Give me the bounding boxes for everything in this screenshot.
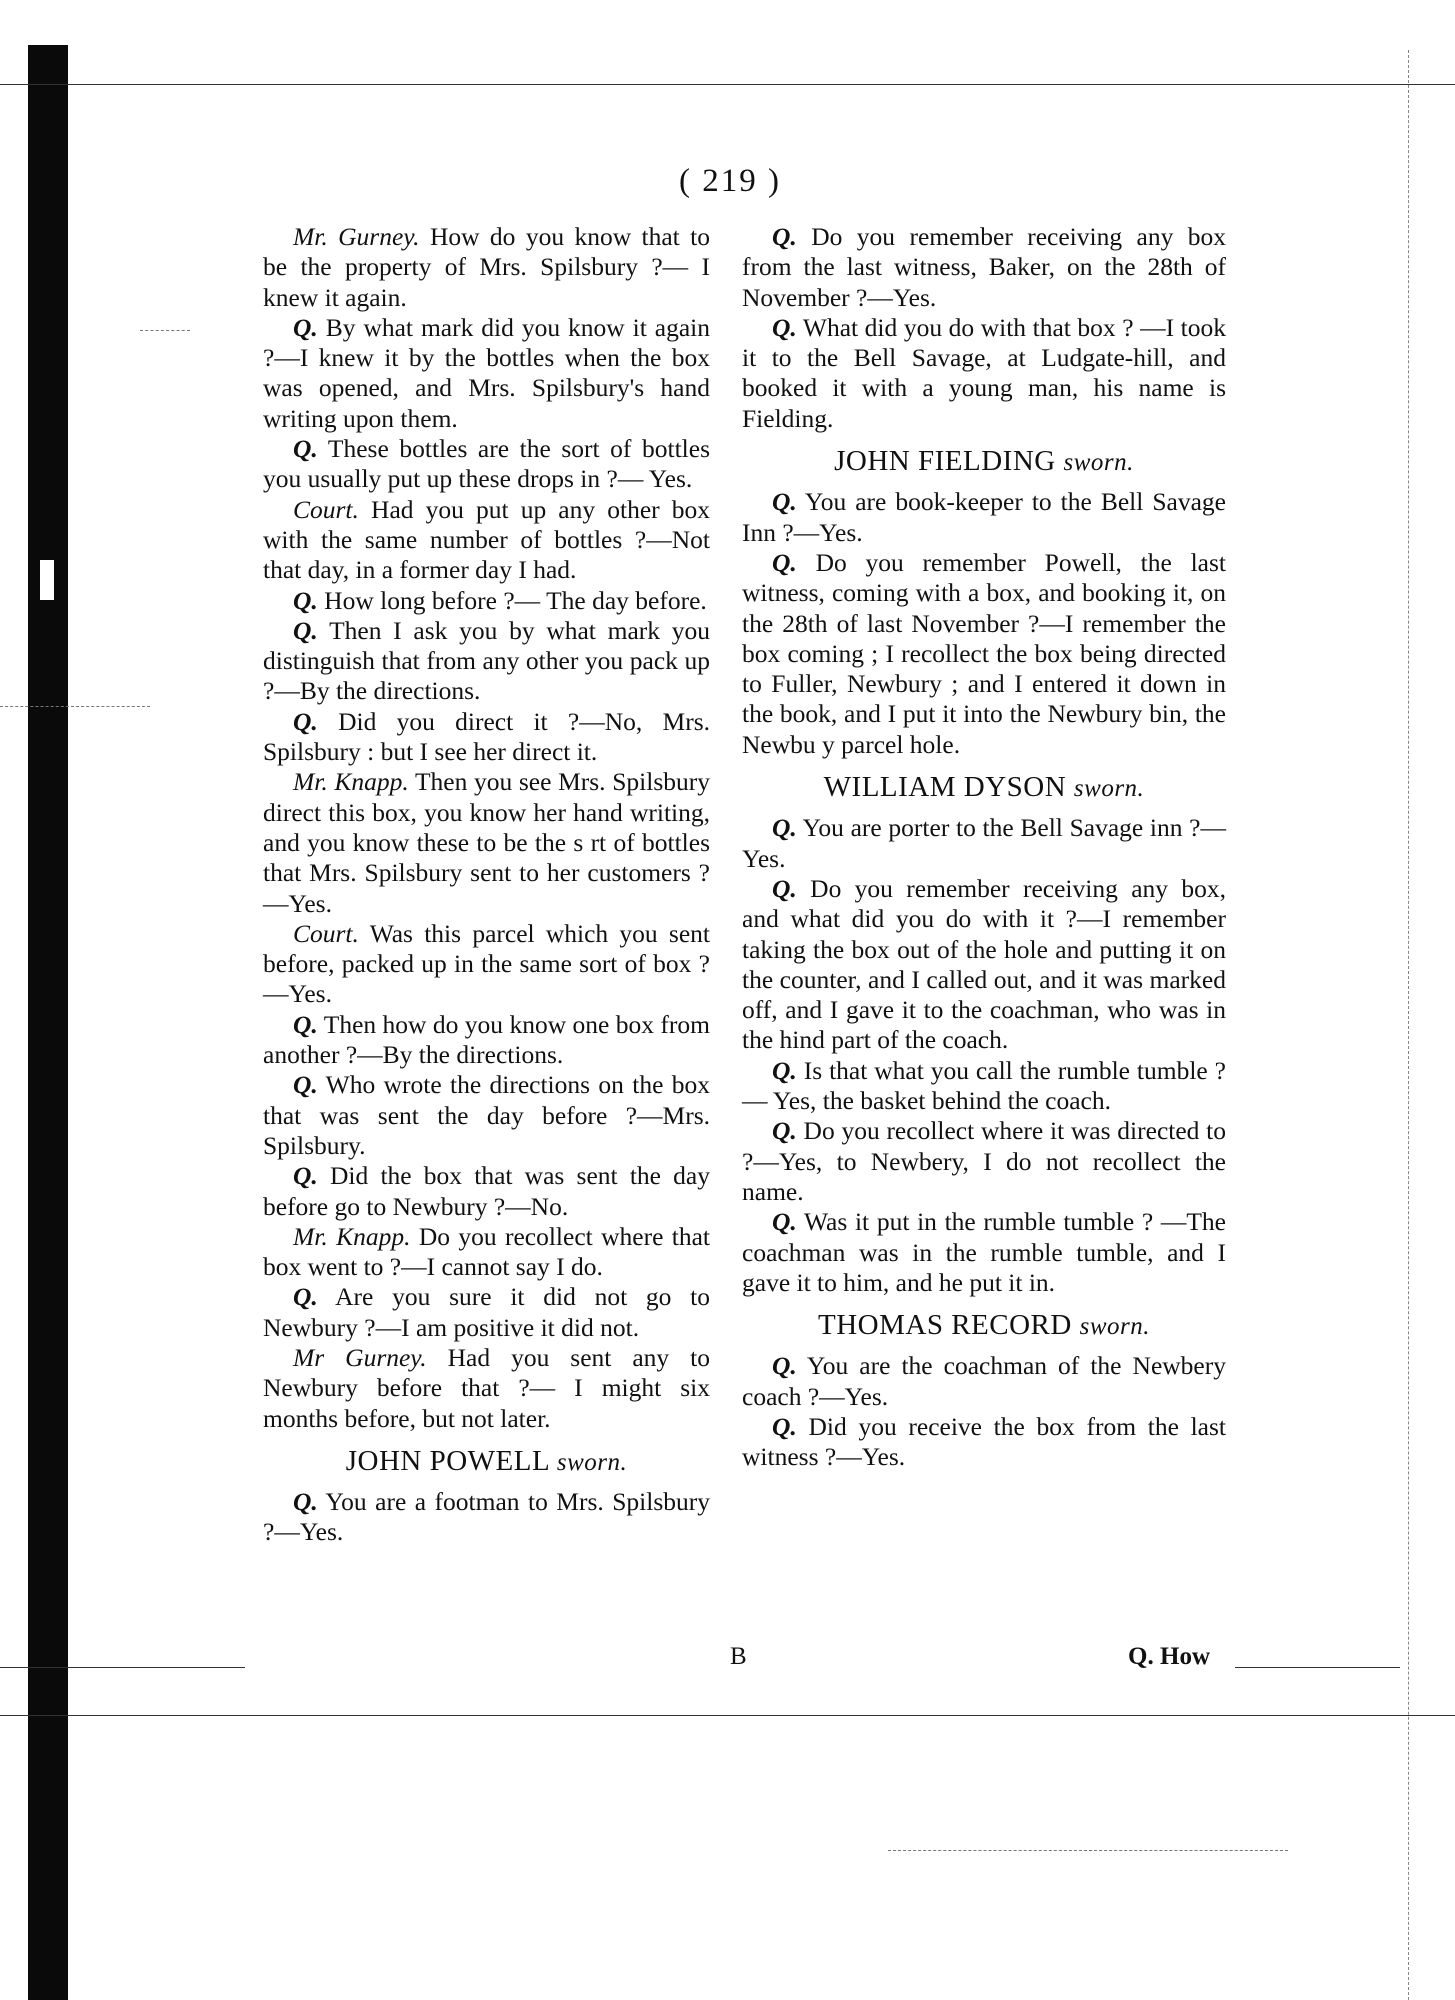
- question-mark-label: Q.: [772, 813, 797, 843]
- testimony-paragraph: [742, 874, 1226, 1056]
- witness-name: JOHN POWELL: [345, 1444, 550, 1477]
- question-mark-label: Q.: [772, 222, 797, 251]
- testimony-text: Do you recollect where it was directed to ?—Yes, to Newbery, I do not recollect the name.: [742, 1116, 1226, 1206]
- testimony-paragraph: [263, 1070, 710, 1161]
- testimony-paragraph: [263, 586, 710, 616]
- testimony-text: What did you do with that box ? —I took it to the Bell Savage, at Ludgate-hill, and booked it with a young man, his name is Fielding.: [742, 312, 1226, 433]
- testimony-paragraph: [742, 1207, 1226, 1298]
- testimony-text: These bottles are the sort of bottles you usually put up these drops in ?— Yes.: [263, 434, 710, 494]
- scan-speck-upper: [140, 330, 190, 331]
- testimony-text: Do you remember receiving any box, and what did you do with it ?—I remember taking the box out of the hole and putting it on the counter, and I called out, and it was marked off, and I gave it to the coachman, who was in the hind part of the coach.: [742, 873, 1226, 1055]
- question-mark-label: Q.: [293, 615, 318, 645]
- question-mark-label: Q.: [772, 547, 797, 577]
- testimony-paragraph: [263, 1282, 710, 1343]
- right-bottom-rule: [1235, 1667, 1400, 1668]
- testimony-text: Was this parcel which you sent before, packed up in the same sort of box ?—Yes.: [263, 918, 710, 1009]
- testimony-text: Had you put up any other box with the same number of bottles ?—Not that day, in a former day I had.: [263, 494, 710, 585]
- testimony-text: Then I ask you by what mark you distinguish that from any other you pack up ?—By the directions.: [263, 615, 710, 706]
- question-mark-label: Q.: [293, 312, 318, 342]
- speaker-label: Court.: [293, 494, 359, 524]
- testimony-text: Then how do you know one box from another ?—By the directions.: [263, 1009, 710, 1070]
- left-text-column: [263, 222, 710, 1548]
- testimony-paragraph: [742, 1116, 1226, 1207]
- testimony-text: Is that what you call the rumble tumble ?— Yes, the basket behind the coach.: [742, 1055, 1226, 1116]
- speaker-label: Mr. Knapp.: [293, 767, 409, 797]
- testimony-text: By what mark did you know it again ?—I knew it by the bottles when the box was opened, and Mrs. Spilsbury's hand writing upon them.: [263, 312, 710, 433]
- testimony-text: How long before ?— The day before.: [317, 585, 707, 615]
- testimony-paragraph: [742, 487, 1226, 548]
- question-mark-label: Q.: [772, 487, 797, 517]
- testimony-text: Who wrote the directions on the box that was sent the day before ?—Mrs. Spilsbury.: [263, 1070, 710, 1160]
- speaker-label: Mr Gurney.: [293, 1342, 427, 1372]
- testimony-text: Did the box that was sent the day before go to Newbury ?—No.: [263, 1161, 710, 1221]
- question-mark-label: Q.: [772, 1055, 797, 1085]
- testimony-text: Do you recollect where that box went to ?—I cannot say I do.: [263, 1221, 710, 1282]
- question-mark-label: Q.: [293, 1009, 318, 1039]
- speaker-label: Mr. Gurney.: [293, 222, 420, 251]
- witness-heading: [742, 772, 1226, 804]
- question-mark-label: Q.: [772, 312, 797, 342]
- scan-edge-line: [1408, 50, 1409, 2000]
- testimony-paragraph: [742, 222, 1226, 313]
- testimony-paragraph: [263, 1010, 710, 1071]
- witness-name: WILLIAM DYSON: [823, 771, 1067, 804]
- book-binding-edge: [28, 45, 68, 2000]
- question-mark-label: Q.: [772, 873, 797, 903]
- signature-mark: B: [730, 1643, 747, 1670]
- testimony-text: Are you sure it did not go to Newbury ?—I am positive it did not.: [263, 1282, 710, 1342]
- testimony-paragraph: [263, 707, 710, 768]
- speaker-label: Mr. Knapp.: [293, 1221, 411, 1251]
- testimony-paragraph: [742, 813, 1226, 874]
- testimony-paragraph: [263, 767, 710, 918]
- testimony-text: You are the coachman of the Newbery coach ?—Yes.: [742, 1351, 1226, 1411]
- question-mark-label: Q.: [293, 706, 318, 736]
- testimony-text: Had you sent any to Newbury before that ?— I might six months before, but not later.: [263, 1342, 711, 1433]
- left-bottom-rule: [0, 1667, 245, 1668]
- speaker-label: Court.: [293, 918, 359, 948]
- scan-speck-left: [0, 706, 150, 707]
- testimony-text: Do you remember receiving any box from the last witness, Baker, on the 28th of November ?—Yes.: [742, 222, 1226, 312]
- witness-heading: [263, 1446, 710, 1478]
- question-mark-label: Q.: [772, 1116, 797, 1146]
- question-mark-label: Q.: [772, 1411, 797, 1441]
- testimony-paragraph: [263, 222, 710, 313]
- sworn-label: sworn.: [1073, 775, 1145, 803]
- testimony-text: Then you see Mrs. Spilsbury direct this box, you know her hand writing, and you know these to be the s rt of bottles that Mrs. Spilsbury sent to her customers ?—Yes.: [263, 767, 710, 918]
- question-mark-label: Q.: [293, 1161, 318, 1191]
- catchword: Q. How: [1128, 1643, 1210, 1670]
- testimony-text: Was it put in the rumble tumble ? —The coachman was in the rumble tumble, and I gave it to him, and he put it in.: [742, 1207, 1226, 1297]
- sworn-label: sworn.: [556, 1448, 628, 1476]
- question-mark-label: Q.: [772, 1207, 797, 1237]
- testimony-paragraph: [263, 616, 710, 707]
- page-number: ( 219 ): [679, 163, 781, 199]
- question-mark-label: Q.: [293, 585, 318, 615]
- sworn-label: sworn.: [1079, 1313, 1150, 1341]
- question-mark-label: Q.: [293, 1070, 318, 1100]
- testimony-paragraph: [263, 1343, 710, 1434]
- testimony-text: Did you receive the box from the last witness ?—Yes.: [742, 1411, 1226, 1472]
- sworn-label: sworn.: [1063, 449, 1134, 477]
- question-mark-label: Q.: [293, 434, 318, 464]
- testimony-paragraph: [263, 1161, 710, 1222]
- testimony-text: Do you remember Powell, the last witness, coming with a box, and booking it, on the 28th of last November ?—I remember the box coming ; I recollect the box being directed to Fuller, Newbury ; and I entered it down in the book, and I put it into the Newbury bin, the Newbu y parcel hole.: [742, 547, 1226, 759]
- witness-name: JOHN FIELDING: [834, 445, 1056, 478]
- witness-name: THOMAS RECORD: [818, 1309, 1072, 1342]
- witness-heading: [742, 1310, 1226, 1342]
- question-mark-label: Q.: [293, 1487, 318, 1517]
- testimony-paragraph: [263, 1487, 710, 1548]
- scan-speck-bottom: [888, 1850, 1288, 1851]
- binding-edge-mark: [40, 560, 54, 600]
- testimony-paragraph: [742, 548, 1226, 760]
- testimony-paragraph: [263, 919, 710, 1010]
- top-scan-rule: [0, 84, 1455, 85]
- testimony-text: You are book-keeper to the Bell Savage Inn ?—Yes.: [742, 487, 1226, 547]
- testimony-paragraph: [263, 495, 710, 586]
- right-text-column: [742, 222, 1226, 1473]
- lower-scan-rule: [0, 1715, 1455, 1716]
- testimony-paragraph: [742, 1056, 1226, 1117]
- testimony-text: You are porter to the Bell Savage inn ?—Yes.: [742, 813, 1226, 873]
- testimony-paragraph: [263, 434, 710, 495]
- testimony-text: Did you direct it ?—No, Mrs. Spilsbury : but I see her direct it.: [263, 706, 710, 767]
- witness-heading: [742, 446, 1226, 478]
- testimony-paragraph: [742, 1412, 1226, 1473]
- testimony-paragraph: [263, 1222, 710, 1283]
- testimony-text: You are a footman to Mrs. Spilsbury ?—Yes.: [263, 1487, 710, 1547]
- question-mark-label: Q.: [772, 1351, 797, 1381]
- testimony-paragraph: [263, 313, 710, 434]
- testimony-paragraph: [742, 1351, 1226, 1412]
- question-mark-label: Q.: [293, 1282, 318, 1312]
- testimony-paragraph: [742, 313, 1226, 434]
- testimony-text: How do you know that to be the property of Mrs. Spilsbury ?— I knew it again.: [263, 222, 710, 312]
